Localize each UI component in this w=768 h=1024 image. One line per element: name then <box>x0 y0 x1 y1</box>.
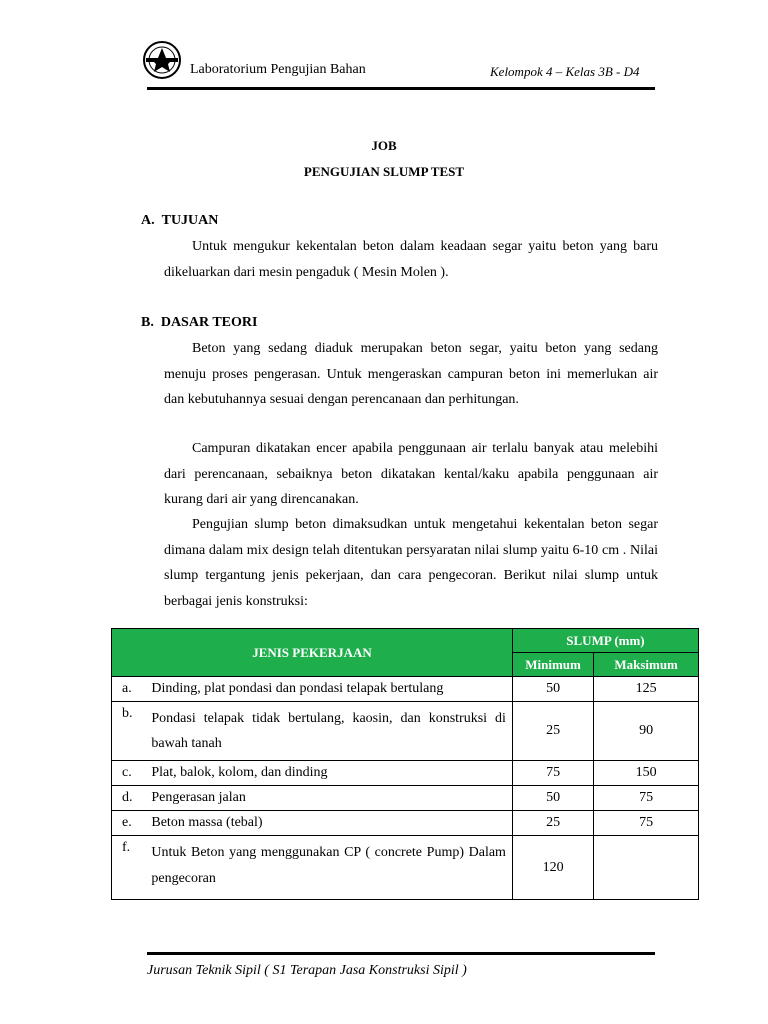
row-letter: f. <box>112 836 152 900</box>
row-min: 25 <box>512 811 593 836</box>
table-row <box>112 702 699 761</box>
table-row <box>112 786 699 811</box>
header-slump: SLUMP (mm) <box>512 629 698 653</box>
section-b-paragraph-2: Campuran dikatakan encer apabila penggunaan air terlalu banyak atau melebihi dari perencanaan, sebaiknya beton dikatakan kental/kaku apabila penggunaan air kurang dari air yang direncanakan. <box>164 441 658 507</box>
header-maksimum: Maksimum <box>594 653 699 677</box>
row-letter: a. <box>112 677 152 702</box>
department-footer: Jurusan Teknik Sipil ( S1 Terapan Jasa Konstruksi Sipil ) <box>147 963 467 978</box>
university-emblem-icon <box>142 40 182 80</box>
header-jenis-pekerjaan: JENIS PEKERJAAN <box>112 629 513 677</box>
table-row <box>112 811 699 836</box>
row-letter: c. <box>112 761 152 786</box>
section-b-paragraph-1: Beton yang sedang diaduk merupakan beton segar, yaitu beton yang sedang menuju proses pengerasan. Untuk mengeraskan campuran beton ini memerlukan air dan kebutuhannya sesuai dengan perencanaan dan perhitungan. <box>164 341 658 407</box>
row-max: 75 <box>594 811 699 836</box>
doc-title-main: PENGUJIAN SLUMP TEST <box>303 164 465 179</box>
row-min: 25 <box>512 702 593 761</box>
slump-table <box>111 628 699 900</box>
row-description: Plat, balok, kolom, dan dinding <box>151 761 512 786</box>
row-max: 90 <box>594 702 699 761</box>
section-a-paragraph: Untuk mengukur kekentalan beton dalam keadaan segar yaitu beton yang baru dikeluarkan dari mesin pengaduk ( Mesin Molen ). <box>164 239 658 280</box>
table-row <box>112 836 699 900</box>
table-row <box>112 677 699 702</box>
row-letter: d. <box>112 786 152 811</box>
row-max <box>594 836 699 900</box>
row-max: 125 <box>594 677 699 702</box>
header-minimum: Minimum <box>512 653 593 677</box>
row-description: Pengerasan jalan <box>151 786 512 811</box>
row-max: 75 <box>594 786 699 811</box>
row-description: Pondasi telapak tidak bertulang, kaosin, dan konstruksi di bawah tanah <box>151 702 512 761</box>
section-b-heading: B. DASAR TEORI <box>141 315 258 330</box>
row-description: Dinding, plat pondasi dan pondasi telapak bertulang <box>151 677 512 702</box>
group-class: Kelompok 4 – Kelas 3B - D4 <box>490 64 640 79</box>
row-description: Untuk Beton yang menggunakan CP ( concrete Pump) Dalam pengecoran <box>151 836 512 900</box>
lab-name: Laboratorium Pengujian Bahan <box>190 62 366 77</box>
row-letter: b. <box>112 702 152 761</box>
doc-title-job: JOB <box>371 138 397 153</box>
row-min: 75 <box>512 761 593 786</box>
row-letter: e. <box>112 811 152 836</box>
footer-divider <box>147 952 655 955</box>
table-row <box>112 761 699 786</box>
row-min: 50 <box>512 677 593 702</box>
section-b-paragraph-3: Pengujian slump beton dimaksudkan untuk mengetahui kekentalan beton segar dimana dalam mix design telah ditentukan persyaratan nilai slump yaitu 6-10 cm . Nilai slump tergantung jenis pekerjaan, dan cara pengecoran. Berikut nilai slump untuk berbagai jenis konstruksi: <box>164 517 658 609</box>
row-min: 50 <box>512 786 593 811</box>
row-description: Beton massa (tebal) <box>151 811 512 836</box>
header-divider <box>147 87 655 90</box>
row-max: 150 <box>594 761 699 786</box>
row-min: 120 <box>512 836 593 900</box>
section-a-heading: A. TUJUAN <box>141 213 219 228</box>
